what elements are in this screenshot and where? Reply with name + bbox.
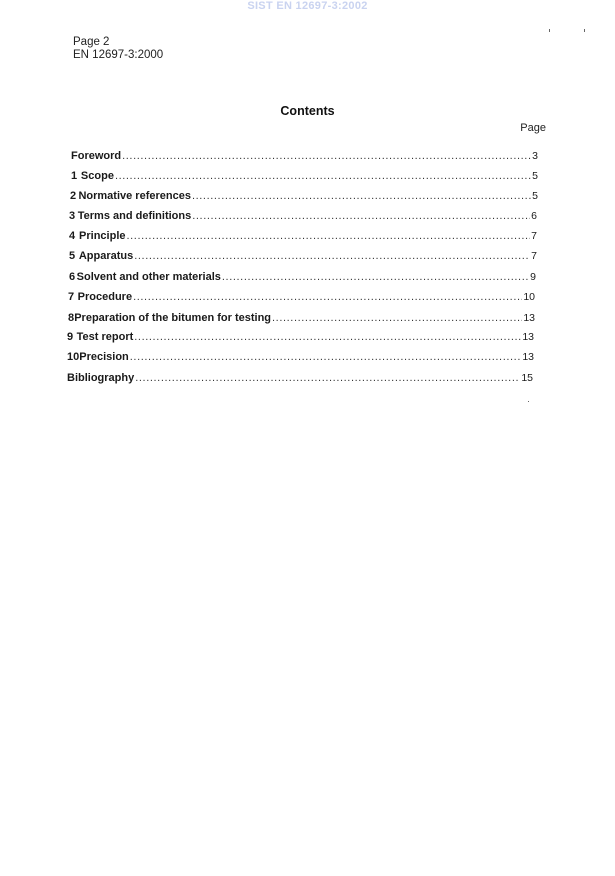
toc-entry-label: Bibliography [67,372,135,384]
toc-entry-label: Terms and definitions [77,210,192,222]
toc-entry-preparation-of-bitumen[interactable] [68,312,535,324]
page-column-label: Page [520,122,546,134]
toc-entry-page: 13 [522,351,534,363]
toc-entry-number: 8 [68,312,75,324]
toc-entry-procedure[interactable] [68,291,535,303]
toc-entry-number: 2 [70,190,77,202]
toc-entry-number: 4 [69,230,76,242]
toc-entry-page: 9 [530,271,536,283]
toc-entry-precision[interactable] [67,351,534,363]
leader-dots [133,291,522,303]
toc-entry-terms-and-definitions[interactable] [69,210,537,222]
toc-entry-bibliography[interactable] [67,372,533,384]
toc-entry-number: 3 [69,210,76,222]
standard-id: EN 12697-3:2000 [73,49,164,61]
toc-entry-page: 13 [523,312,535,324]
toc-entry-number: 7 [68,291,75,303]
leader-dots [127,230,531,242]
toc-entry-page: 3 [532,150,538,162]
toc-entry-number: 1 [71,170,78,182]
page-number: Page 2 [73,36,110,48]
toc-entry-number: 5 [69,250,76,262]
toc-entry-page: 5 [532,190,538,202]
leader-dots [134,331,521,343]
leader-dots [134,250,530,262]
toc-entry-page: 15 [521,372,533,384]
scan-speck [584,29,585,32]
leader-dots [130,351,522,363]
toc-entry-label: Preparation of the bitumen for testing [74,312,272,324]
toc-entry-scope[interactable] [71,170,538,182]
toc-entry-apparatus[interactable] [69,250,537,262]
toc-entry-label: Normative references [78,190,191,202]
toc-entry-page: 7 [531,250,537,262]
contents-title: Contents [280,104,335,118]
toc-entry-solvent-and-other-materials[interactable] [69,271,536,283]
leader-dots [222,271,529,283]
scan-speck [528,401,529,402]
leader-dots [115,170,531,182]
leader-dots [272,312,522,324]
toc-entry-normative-references[interactable] [70,190,538,202]
page-header [73,36,163,62]
toc-entry-label: Apparatus [78,250,134,262]
toc-entry-number: 9 [67,331,74,343]
leader-dots [192,210,530,222]
toc-entry-test-report[interactable] [67,331,534,343]
toc-entry-label: Procedure [77,291,133,303]
toc-entry-principle[interactable] [69,230,537,242]
leader-dots [192,190,531,202]
toc-entry-number: 6 [69,271,76,283]
toc-entry-page: 7 [531,230,537,242]
toc-entry-label: Foreword [71,150,122,162]
watermark: SIST EN 12697-3:2002 [247,0,368,12]
toc-entry-page: 6 [531,210,537,222]
toc-entry-label: Solvent and other materials [76,271,221,283]
scan-speck [549,29,550,32]
toc-entry-number: 10 [67,351,80,363]
toc-entry-label: Scope [80,170,114,182]
toc-entry-page: 10 [523,291,535,303]
toc-entry-foreword[interactable] [71,150,538,162]
leader-dots [122,150,531,162]
toc-entry-label: Test report [76,331,134,343]
toc-entry-page: 5 [532,170,538,182]
toc-entry-page: 13 [522,331,534,343]
toc-entry-label: Precision [79,351,129,363]
toc-entry-label: Principle [79,230,126,242]
leader-dots [135,372,520,384]
